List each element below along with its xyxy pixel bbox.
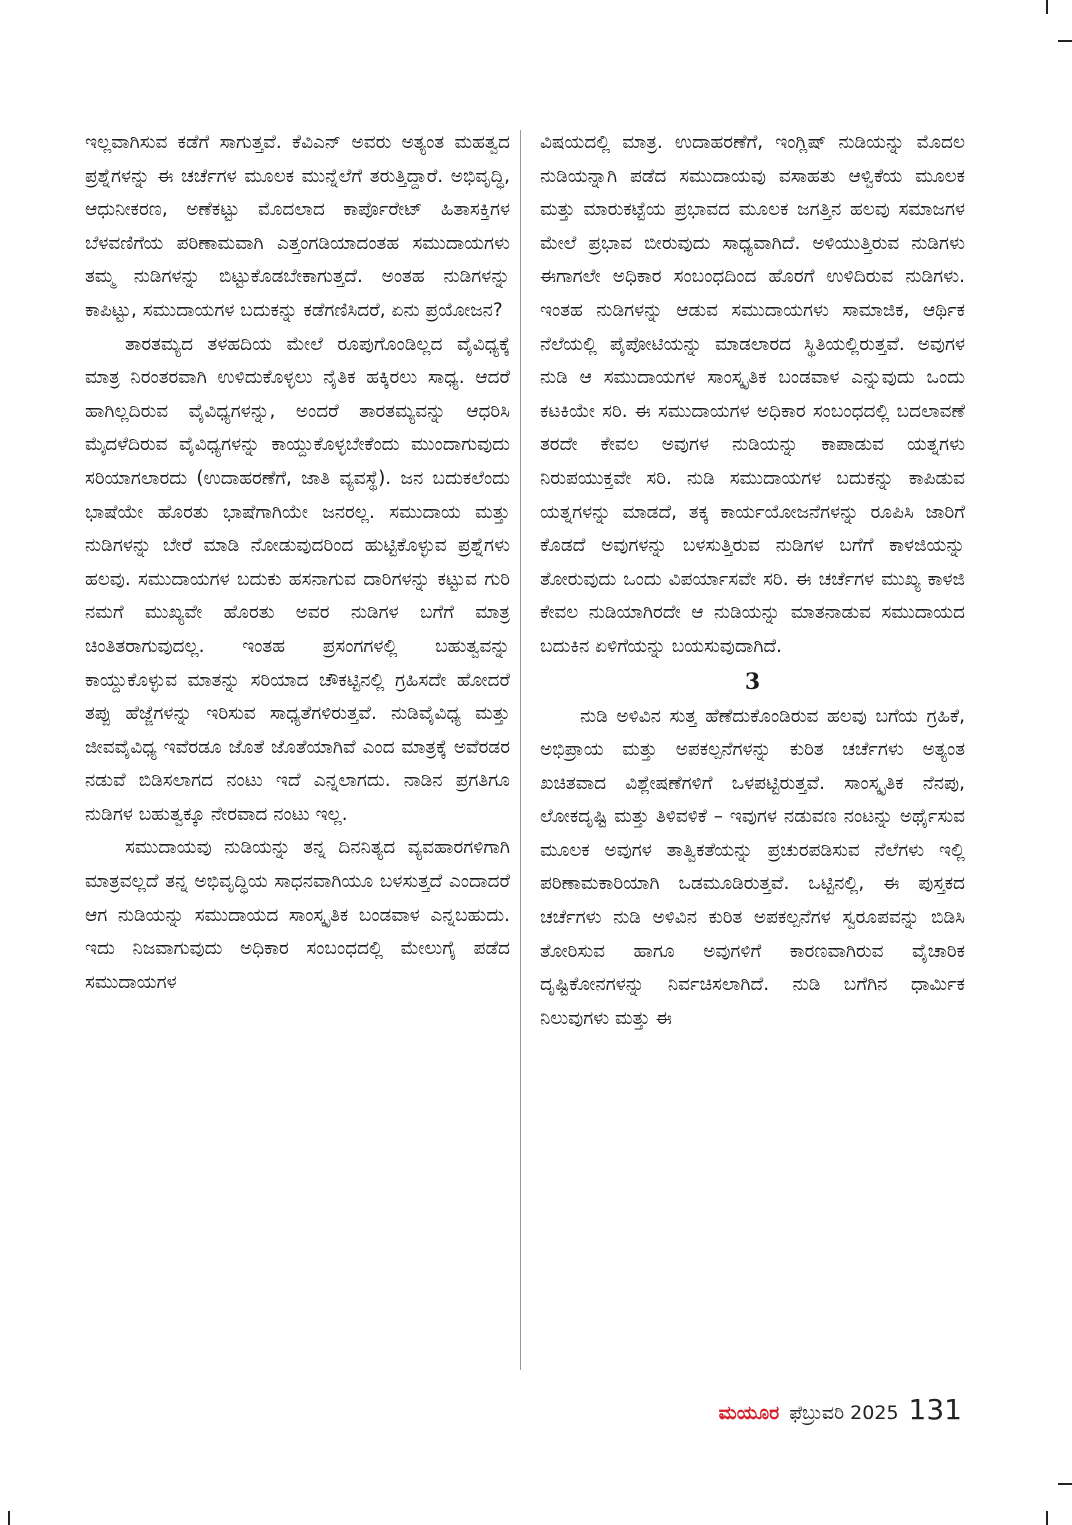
paragraph: ನುಡಿ ಅಳಿವಿನ ಸುತ್ತ ಹೆಣೆದುಕೊಂಡಿರುವ ಹಲವು ಬಗೆಯ ಗ್ರಹಿಕೆ, ಅಭಿಪ್ರಾಯ ಮತ್ತು ಅಪಕಲ್ಪನೆಗಳನ್ನು ಕುರಿತ ಚರ್ಚೆಗಳು ಅತ್ಯಂತ ಖಚಿತವಾದ ವಿಶ್ಲೇಷಣೆಗಳಿಗೆ ಒಳಪಟ್ಟಿರುತ್ತವೆ. ಸಾಂಸ್ಕೃತಿಕ ನೆನಪು, ಲೋಕದೃಷ್ಟಿ ಮತ್ತು ತಿಳಿವಳಿಕೆ – ಇವುಗಳ ನಡುವಣ ನಂಟನ್ನು ಅರ್ಥೈಸುವ ಮೂಲಕ ಅವುಗಳ ತಾತ್ವಿಕತೆಯನ್ನು ಪ್ರಚುರಪಡಿಸುವ ನೆಲೆಗಳು ಇಲ್ಲಿ ಪರಿಣಾಮಕಾರಿಯಾಗಿ ಒಡಮೂಡಿರುತ್ತವೆ. ಒಟ್ಟಿನಲ್ಲಿ, ಈ ಪುಸ್ತಕದ ಚರ್ಚೆಗಳು ನುಡಿ ಅಳಿವಿನ ಕುರಿತ ಅಪಕಲ್ಪನೆಗಳ ಸ್ವರೂಪವನ್ನು ಬಿಡಿಸಿ ತೋರಿಸುವ ಹಾಗೂ ಅವುಗಳಿಗೆ ಕಾರಣವಾಗಿರುವ ವೈಚಾರಿಕ ದೃಷ್ಟಿಕೋನಗಳನ್ನು ನಿರ್ವಚಿಸಲಾಗಿದೆ. ನುಡಿ ಬಗೆಗಿನ ಧಾರ್ಮಿಕ ನಿಲುವುಗಳು ಮತ್ತು ಈ xyxy=(540,705,965,1029)
column-divider xyxy=(520,130,521,1370)
paragraph: ತಾರತಮ್ಯದ ತಳಹದಿಯ ಮೇಲೆ ರೂಪುಗೊಂಡಿಲ್ಲದ ವೈವಿಧ್ಯಕ್ಕೆ ಮಾತ್ರ ನಿರಂತರವಾಗಿ ಉಳಿದುಕೊಳ್ಳಲು ನೈತಿಕ ಹಕ್ಕಿರಲು ಸಾಧ್ಯ. ಆದರೆ ಹಾಗಿಲ್ಲದಿರುವ ವೈವಿಧ್ಯಗಳನ್ನು, ಅಂದರೆ ತಾರತಮ್ಯವನ್ನು ಆಧರಿಸಿ ಮೈದಳೆದಿರುವ ವೈವಿಧ್ಯಗಳನ್ನು ಕಾಯ್ದುಕೊಳ್ಳಬೇಕೆಂದು ಮುಂದಾಗುವುದು ಸರಿಯಾಗಲಾರದು (ಉದಾಹರಣೆಗೆ, ಜಾತಿ ವ್ಯವಸ್ಥೆ). ಜನ ಬದುಕಲೆಂದು ಭಾಷೆಯೇ ಹೊರತು ಭಾಷೆಗಾಗಿಯೇ ಜನರಲ್ಲ. ಸಮುದಾಯ ಮತ್ತು ನುಡಿಗಳನ್ನು ಬೇರೆ ಮಾಡಿ ನೋಡುವುದರಿಂದ ಹುಟ್ಟಿಕೊಳ್ಳುವ ಪ್ರಶ್ನೆಗಳು ಹಲವು. ಸಮುದಾಯಗಳ ಬದುಕು ಹಸನಾಗುವ ದಾರಿಗಳನ್ನು ಕಟ್ಟುವ ಗುರಿ ನಮಗೆ ಮುಖ್ಯವೇ ಹೊರತು ಅವರ ನುಡಿಗಳ ಬಗೆಗೆ ಮಾತ್ರ ಚಿಂತಿತರಾಗುವುದಲ್ಲ. ಇಂತಹ ಪ್ರಸಂಗಗಳಲ್ಲಿ ಬಹುತ್ವವನ್ನು ಕಾಯ್ದುಕೊಳ್ಳುವ ಮಾತನ್ನು ಸರಿಯಾದ ಚೌಕಟ್ಟಿನಲ್ಲಿ ಗ್ರಹಿಸದೇ ಹೋದರೆ ತಪ್ಪು ಹೆಜ್ಜೆಗಳನ್ನು ಇರಿಸುವ ಸಾಧ್ಯತೆಗಳಿರುತ್ತವೆ. ನುಡಿವೈವಿಧ್ಯ ಮತ್ತು ಜೀವವೈವಿಧ್ಯ ಇವೆರಡೂ ಜೊತೆ ಜೊತೆಯಾಗಿವೆ ಎಂದ ಮಾತ್ರಕ್ಕೆ ಅವೆರಡರ ನಡುವೆ ಬಿಡಿಸಲಾಗದ ನಂಟು ಇದೆ ಎನ್ನಲಾಗದು. ನಾಡಿನ ಪ್ರಗತಿಗೂ ನುಡಿಗಳ ಬಹುತ್ವಕ್ಕೂ ನೇರವಾದ ನಂಟು ಇಲ್ಲ. xyxy=(85,333,510,825)
right-column xyxy=(540,126,965,1035)
issue-date: ಫೆಬ್ರುವರಿ 2025 xyxy=(789,1402,899,1424)
paragraph: ವಿಷಯದಲ್ಲಿ ಮಾತ್ರ. ಉದಾಹರಣೆಗೆ, ಇಂಗ್ಲಿಷ್ ನುಡಿಯನ್ನು ಮೊದಲ ನುಡಿಯನ್ನಾಗಿ ಪಡೆದ ಸಮುದಾಯವು ವಸಾಹತು ಆಳ್ವಿಕೆಯ ಮೂಲಕ ಮತ್ತು ಮಾರುಕಟ್ಟೆಯ ಪ್ರಭಾವದ ಮೂಲಕ ಜಗತ್ತಿನ ಹಲವು ಸಮಾಜಗಳ ಮೇಲೆ ಪ್ರಭಾವ ಬೀರುವುದು ಸಾಧ್ಯವಾಗಿದೆ. ಅಳಿಯುತ್ತಿರುವ ನುಡಿಗಳು ಈಗಾಗಲೇ ಅಧಿಕಾರ ಸಂಬಂಧದಿಂದ ಹೊರಗೆ ಉಳಿದಿರುವ ನುಡಿಗಳು. ಇಂತಹ ನುಡಿಗಳನ್ನು ಆಡುವ ಸಮುದಾಯಗಳು ಸಾಮಾಜಿಕ, ಆರ್ಥಿಕ ನೆಲೆಯಲ್ಲಿ ಪೈಪೋಟಿಯನ್ನು ಮಾಡಲಾರದ ಸ್ಥಿತಿಯಲ್ಲಿರುತ್ತವೆ. ಅವುಗಳ ನುಡಿ ಆ ಸಮುದಾಯಗಳ ಸಾಂಸ್ಕೃತಿಕ ಬಂಡವಾಳ ಎನ್ನುವುದು ಒಂದು ಕಟಕಿಯೇ ಸರಿ. ಈ ಸಮುದಾಯಗಳ ಅಧಿಕಾರ ಸಂಬಂಧದಲ್ಲಿ ಬದಲಾವಣೆ ತರದೇ ಕೇವಲ ಅವುಗಳ ನುಡಿಯನ್ನು ಕಾಪಾಡುವ ಯತ್ನಗಳು ನಿರುಪಯುಕ್ತವೇ ಸರಿ. ನುಡಿ ಸಮುದಾಯಗಳ ಬದುಕನ್ನು ಕಾಪಿಡುವ ಯತ್ನಗಳನ್ನು ಮಾಡದೆ, ತಕ್ಕ ಕಾರ್ಯಯೋಜನೆಗಳನ್ನು ರೂಪಿಸಿ ಜಾರಿಗೆ ಕೊಡದೆ ಅವುಗಳನ್ನು ಬಳಸುತ್ತಿರುವ ನುಡಿಗಳ ಬಗೆಗೆ ಕಾಳಜಿಯನ್ನು ತೋರುವುದು ಒಂದು ವಿಪರ್ಯಾಸವೇ ಸರಿ. ಈ ಚರ್ಚೆಗಳ ಮುಖ್ಯ ಕಾಳಜಿ ಕೇವಲ ನುಡಿಯಾಗಿರದೇ ಆ ನುಡಿಯನ್ನು ಮಾತನಾಡುವ ಸಮುದಾಯದ ಬದುಕಿನ ಏಳಿಗೆಯನ್ನು ಬಯಸುವುದಾಗಿದೆ. xyxy=(540,132,965,657)
page-footer xyxy=(719,1393,962,1426)
page-number: 131 xyxy=(908,1393,962,1426)
section-number: 3 xyxy=(744,668,761,695)
crop-mark xyxy=(1046,1511,1048,1525)
crop-mark xyxy=(1058,1483,1072,1485)
paragraph: ಸಮುದಾಯವು ನುಡಿಯನ್ನು ತನ್ನ ದಿನನಿತ್ಯದ ವ್ಯವಹಾರಗಳಿಗಾಗಿ ಮಾತ್ರವಲ್ಲದೆ ತನ್ನ ಅಭಿವೃದ್ಧಿಯ ಸಾಧನವಾಗಿಯೂ ಬಳಸುತ್ತದೆ ಎಂದಾದರೆ ಆಗ ನುಡಿಯನ್ನು ಸಮುದಾಯದ ಸಾಂಸ್ಕೃತಿಕ ಬಂಡವಾಳ ಎನ್ನಬಹುದು. ಇದು ನಿಜವಾಗುವುದು ಅಧಿಕಾರ ಸಂಬಂಧದಲ್ಲಿ ಮೇಲುಗೈ ಪಡೆದ ಸಮುದಾಯಗಳ xyxy=(85,837,510,993)
crop-mark xyxy=(1046,0,1048,14)
crop-mark xyxy=(8,1511,10,1525)
left-column xyxy=(85,126,510,999)
paragraph: ಇಲ್ಲವಾಗಿಸುವ ಕಡೆಗೆ ಸಾಗುತ್ತವೆ. ಕೆವಿಎನ್ ಅವರು ಅತ್ಯಂತ ಮಹತ್ವದ ಪ್ರಶ್ನೆಗಳನ್ನು ಈ ಚರ್ಚೆಗಳ ಮೂಲಕ ಮುನ್ನೆಲೆಗೆ ತರುತ್ತಿದ್ದಾರೆ. ಅಭಿವೃದ್ಧಿ, ಆಧುನೀಕರಣ, ಅಣೆಕಟ್ಟು ಮೊದಲಾದ ಕಾರ್ಪೊರೇಟ್ ಹಿತಾಸಕ್ತಿಗಳ ಬೆಳವಣಿಗೆಯ ಪರಿಣಾಮವಾಗಿ ಎತ್ತಂಗಡಿಯಾದಂತಹ ಸಮುದಾಯಗಳು ತಮ್ಮ ನುಡಿಗಳನ್ನು ಬಿಟ್ಟುಕೊಡಬೇಕಾಗುತ್ತದೆ. ಅಂತಹ ನುಡಿಗಳನ್ನು ಕಾಪಿಟ್ಟು, ಸಮುದಾಯಗಳ ಬದುಕನ್ನು ಕಡೆಗಣಿಸಿದರೆ, ಏನು ಪ್ರಯೋಜನ? xyxy=(85,132,510,321)
magazine-logo: ಮಯೂರ xyxy=(718,1402,780,1424)
crop-mark xyxy=(1058,40,1072,42)
